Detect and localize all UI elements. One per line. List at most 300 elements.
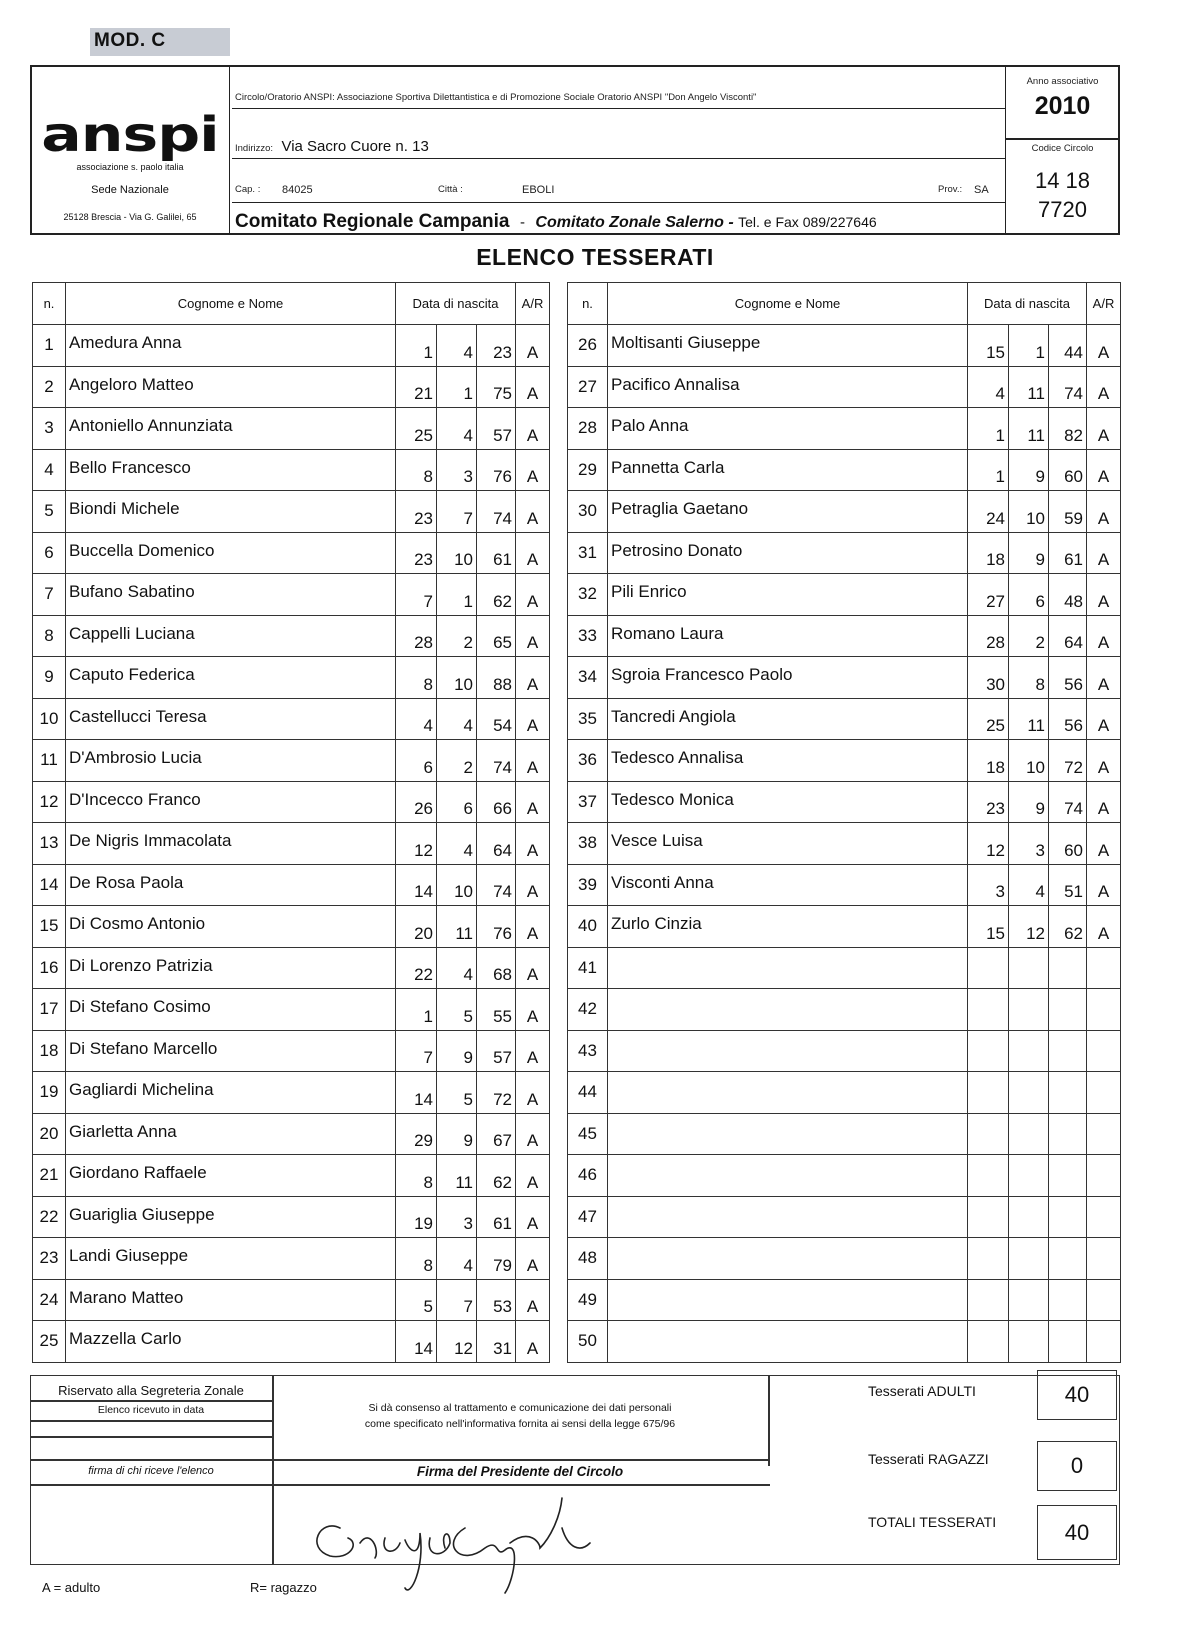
member-name: Marano Matteo [66, 1279, 396, 1321]
member-type: A [516, 1196, 550, 1238]
member-name: Palo Anna [608, 408, 968, 450]
birth-day: 14 [396, 1072, 437, 1114]
divider [30, 1484, 770, 1486]
member-type: A [1087, 574, 1121, 616]
president-signature [300, 1488, 660, 1598]
member-name [608, 1196, 968, 1238]
member-name: Di Cosmo Antonio [66, 906, 396, 948]
row-number: 9 [33, 657, 66, 699]
members-table-right [567, 282, 1121, 1363]
table-row [33, 657, 550, 699]
member-type [1087, 1279, 1121, 1321]
table-row [568, 864, 1121, 906]
anspi-logo: anspi [41, 107, 219, 163]
receiver-sign-label: firma di chi riceve l'elenco [88, 1465, 214, 1477]
table-row [568, 657, 1121, 699]
row-number: 44 [568, 1072, 608, 1114]
table-row [33, 947, 550, 989]
row-number: 43 [568, 1030, 608, 1072]
row-number: 15 [33, 906, 66, 948]
birth-year: 56 [1049, 657, 1087, 699]
birth-month: 11 [1009, 698, 1049, 740]
member-name [608, 1030, 968, 1072]
birth-year: 61 [477, 532, 516, 574]
birth-year [1049, 1072, 1087, 1114]
birth-month: 10 [1009, 740, 1049, 782]
birth-month: 4 [437, 947, 477, 989]
member-name: Pannetta Carla [608, 449, 968, 491]
member-name: Guariglia Giuseppe [66, 1196, 396, 1238]
birth-year: 61 [1049, 532, 1087, 574]
committee-line: Comitato Regionale Campania - Comitato Zonale Salerno - Tel. e Fax 089/227646 [235, 211, 877, 232]
col-name: Cognome e Nome [66, 283, 396, 325]
member-type [1087, 1196, 1121, 1238]
birth-day: 29 [396, 1113, 437, 1155]
form-model-label: MOD. C [90, 28, 230, 56]
member-name: Biondi Michele [66, 491, 396, 533]
birth-day [968, 1279, 1009, 1321]
birth-month: 10 [437, 864, 477, 906]
member-name: Bufano Sabatino [66, 574, 396, 616]
row-number: 26 [568, 325, 608, 367]
table-row [568, 1279, 1121, 1321]
birth-year: 60 [1049, 823, 1087, 865]
table-row [568, 1196, 1121, 1238]
birth-year: 74 [477, 740, 516, 782]
row-number: 47 [568, 1196, 608, 1238]
member-type [1087, 1155, 1121, 1197]
received-label: Elenco ricevuto in data [97, 1404, 205, 1416]
birth-year: 74 [477, 491, 516, 533]
col-n: n. [568, 283, 608, 325]
circolo-name: Circolo/Oratorio ANSPI: Associazione Sportiva Dilettantistica e di Promozione Sociale Oratorio ANSPI "Don Angelo Visconti" [235, 92, 757, 103]
table-row [568, 823, 1121, 865]
table-row [33, 698, 550, 740]
member-type: A [516, 864, 550, 906]
privacy-consent: Si dà consenso al trattamento e comunicazione dei dati personali come specificato nell'informativa fornita ai sensi della legge 675/96 [364, 1402, 676, 1430]
birth-year: 23 [477, 325, 516, 367]
birth-year [1049, 1279, 1087, 1321]
member-name: De Rosa Paola [66, 864, 396, 906]
birth-month: 6 [1009, 574, 1049, 616]
row-number: 13 [33, 823, 66, 865]
birth-month: 9 [1009, 781, 1049, 823]
table-row [568, 366, 1121, 408]
birth-month: 12 [437, 1321, 477, 1363]
birth-year: 74 [477, 864, 516, 906]
birth-year: 61 [477, 1196, 516, 1238]
member-type: A [1087, 532, 1121, 574]
birth-month: 1 [437, 574, 477, 616]
table-row [568, 325, 1121, 367]
col-ar: A/R [516, 283, 550, 325]
birth-month: 9 [1009, 449, 1049, 491]
row-number: 34 [568, 657, 608, 699]
birth-year: 72 [477, 1072, 516, 1114]
birth-day: 1 [396, 325, 437, 367]
table-row [33, 491, 550, 533]
row-number: 17 [33, 989, 66, 1031]
member-name: Antoniello Annunziata [66, 408, 396, 450]
member-name: Giordano Raffaele [66, 1155, 396, 1197]
birth-day: 18 [968, 532, 1009, 574]
birth-year: 55 [477, 989, 516, 1031]
birth-year [1049, 1321, 1087, 1363]
row-number: 16 [33, 947, 66, 989]
member-type: A [516, 1279, 550, 1321]
birth-month: 12 [1009, 906, 1049, 948]
logo-seat: Sede Nazionale [91, 184, 169, 196]
member-type [1087, 947, 1121, 989]
row-number: 11 [33, 740, 66, 782]
year-label: Anno associativo [1026, 76, 1099, 87]
row-number: 22 [33, 1196, 66, 1238]
birth-year: 64 [477, 823, 516, 865]
birth-month: 8 [1009, 657, 1049, 699]
row-number: 35 [568, 698, 608, 740]
birth-year: 31 [477, 1321, 516, 1363]
birth-month: 4 [1009, 864, 1049, 906]
birth-day: 26 [396, 781, 437, 823]
birth-day: 27 [968, 574, 1009, 616]
birth-day [968, 1155, 1009, 1197]
birth-month: 11 [1009, 366, 1049, 408]
total-label: TOTALI TESSERATI [868, 1514, 997, 1530]
member-name [608, 1072, 968, 1114]
col-birth: Data di nascita [396, 283, 516, 325]
birth-year: 56 [1049, 698, 1087, 740]
table-row [568, 574, 1121, 616]
table-row [33, 1113, 550, 1155]
row-number: 36 [568, 740, 608, 782]
kids-label: Tesserati RAGAZZI [868, 1451, 989, 1467]
member-type: A [1087, 906, 1121, 948]
birth-month [1009, 1155, 1049, 1197]
col-n: n. [33, 283, 66, 325]
member-name: Di Lorenzo Patrizia [66, 947, 396, 989]
birth-month: 1 [437, 366, 477, 408]
members-table-left [32, 282, 550, 1363]
birth-month [1009, 1321, 1049, 1363]
divider [30, 1400, 272, 1402]
member-name: Petraglia Gaetano [608, 491, 968, 533]
table-row [33, 1321, 550, 1363]
birth-day [968, 1321, 1009, 1363]
birth-month: 4 [437, 823, 477, 865]
birth-year: 74 [1049, 366, 1087, 408]
birth-month: 10 [437, 532, 477, 574]
total-count: 40 [1037, 1505, 1117, 1560]
birth-day: 4 [968, 366, 1009, 408]
birth-year: 54 [477, 698, 516, 740]
birth-year: 57 [477, 408, 516, 450]
birth-day [968, 1072, 1009, 1114]
president-sign-label: Firma del Presidente del Circolo [416, 1464, 624, 1479]
birth-day: 3 [968, 864, 1009, 906]
birth-day [968, 1196, 1009, 1238]
table-row [33, 864, 550, 906]
birth-day: 23 [396, 532, 437, 574]
member-type: A [516, 698, 550, 740]
member-name: Pili Enrico [608, 574, 968, 616]
birth-month: 3 [1009, 823, 1049, 865]
birth-year: 57 [477, 1030, 516, 1072]
birth-day: 7 [396, 574, 437, 616]
row-number: 40 [568, 906, 608, 948]
table-row [568, 1238, 1121, 1280]
table-row [33, 823, 550, 865]
divider [30, 1420, 272, 1422]
birth-day: 15 [968, 906, 1009, 948]
row-number: 41 [568, 947, 608, 989]
row-number: 50 [568, 1321, 608, 1363]
birth-year [1049, 947, 1087, 989]
reserved-label: Riservato alla Segreteria Zonale [58, 1383, 244, 1398]
row-number: 29 [568, 449, 608, 491]
birth-day: 8 [396, 657, 437, 699]
member-type: A [1087, 740, 1121, 782]
member-type: A [1087, 698, 1121, 740]
birth-day: 12 [968, 823, 1009, 865]
birth-day: 7 [396, 1030, 437, 1072]
member-type: A [516, 532, 550, 574]
birth-year: 75 [477, 366, 516, 408]
row-number: 42 [568, 989, 608, 1031]
birth-month: 5 [437, 989, 477, 1031]
cap-label: Cap. : [235, 184, 261, 195]
divider [232, 158, 1005, 159]
member-name: D'Ambrosio Lucia [66, 740, 396, 782]
row-number: 24 [33, 1279, 66, 1321]
birth-day: 25 [968, 698, 1009, 740]
member-type: A [1087, 325, 1121, 367]
member-type: A [516, 781, 550, 823]
address-row: Indirizzo: Via Sacro Cuore n. 13 [235, 138, 429, 155]
member-type: A [516, 408, 550, 450]
table-row [568, 740, 1121, 782]
table-row [33, 366, 550, 408]
divider [768, 1375, 770, 1466]
member-type: A [1087, 864, 1121, 906]
code-line-1: 14 18 [1034, 168, 1091, 193]
member-type: A [516, 657, 550, 699]
table-row [33, 1155, 550, 1197]
member-name: Sgroia Francesco Paolo [608, 657, 968, 699]
table-row [568, 491, 1121, 533]
birth-day: 8 [396, 1238, 437, 1280]
birth-year: 51 [1049, 864, 1087, 906]
divider [30, 1459, 770, 1461]
birth-day: 12 [396, 823, 437, 865]
member-name [608, 1155, 968, 1197]
cap-value: 84025 [282, 184, 313, 196]
member-type: A [1087, 366, 1121, 408]
birth-month [1009, 1279, 1049, 1321]
table-row [33, 532, 550, 574]
member-type: A [516, 740, 550, 782]
birth-day [968, 989, 1009, 1031]
birth-year: 66 [477, 781, 516, 823]
member-type: A [1087, 449, 1121, 491]
birth-day [968, 1030, 1009, 1072]
member-name: Romano Laura [608, 615, 968, 657]
birth-year [1049, 1238, 1087, 1280]
table-row [568, 947, 1121, 989]
birth-month: 4 [437, 408, 477, 450]
row-number: 8 [33, 615, 66, 657]
row-number: 4 [33, 449, 66, 491]
row-number: 23 [33, 1238, 66, 1280]
birth-day: 24 [968, 491, 1009, 533]
member-name: Di Stefano Cosimo [66, 989, 396, 1031]
birth-year: 53 [477, 1279, 516, 1321]
table-row [568, 532, 1121, 574]
row-number: 33 [568, 615, 608, 657]
member-name [608, 1238, 968, 1280]
col-birth: Data di nascita [968, 283, 1087, 325]
table-row [33, 1196, 550, 1238]
member-name: Mazzella Carlo [66, 1321, 396, 1363]
city-value: EBOLI [522, 184, 555, 196]
member-name: Tedesco Monica [608, 781, 968, 823]
birth-month: 11 [437, 1155, 477, 1197]
member-type [1087, 1113, 1121, 1155]
birth-year: 62 [1049, 906, 1087, 948]
member-type: A [516, 615, 550, 657]
row-number: 45 [568, 1113, 608, 1155]
row-number: 39 [568, 864, 608, 906]
member-type [1087, 1321, 1121, 1363]
member-name: Pacifico Annalisa [608, 366, 968, 408]
birth-month: 2 [437, 740, 477, 782]
row-number: 19 [33, 1072, 66, 1114]
table-row [33, 989, 550, 1031]
birth-year [1049, 1030, 1087, 1072]
birth-month: 4 [437, 698, 477, 740]
member-type: A [516, 989, 550, 1031]
member-name [608, 1279, 968, 1321]
table-row [33, 408, 550, 450]
birth-year: 65 [477, 615, 516, 657]
member-name: Tedesco Annalisa [608, 740, 968, 782]
divider [232, 108, 1005, 109]
birth-day [968, 947, 1009, 989]
table-row [568, 615, 1121, 657]
table-row [33, 906, 550, 948]
prov-label: Prov.: [938, 184, 963, 195]
member-type: A [516, 1238, 550, 1280]
col-name: Cognome e Nome [608, 283, 968, 325]
birth-month [1009, 1238, 1049, 1280]
birth-day [968, 1113, 1009, 1155]
birth-day: 14 [396, 1321, 437, 1363]
birth-year: 48 [1049, 574, 1087, 616]
birth-day: 19 [396, 1196, 437, 1238]
birth-day: 4 [396, 698, 437, 740]
table-row [568, 1030, 1121, 1072]
birth-day [968, 1238, 1009, 1280]
birth-day: 25 [396, 408, 437, 450]
member-type: A [516, 1072, 550, 1114]
member-name: Giarletta Anna [66, 1113, 396, 1155]
row-number: 25 [33, 1321, 66, 1363]
birth-month: 1 [1009, 325, 1049, 367]
birth-year: 64 [1049, 615, 1087, 657]
logo-address: 25128 Brescia - Via G. Galilei, 65 [63, 212, 197, 222]
table-row [33, 1279, 550, 1321]
member-name: Bello Francesco [66, 449, 396, 491]
table-header [33, 283, 550, 325]
table-row [568, 449, 1121, 491]
table-row [568, 1321, 1121, 1363]
birth-day: 8 [396, 1155, 437, 1197]
birth-year: 62 [477, 574, 516, 616]
birth-year: 88 [477, 657, 516, 699]
row-number: 37 [568, 781, 608, 823]
birth-month [1009, 1030, 1049, 1072]
member-type: A [516, 491, 550, 533]
row-number: 18 [33, 1030, 66, 1072]
row-number: 21 [33, 1155, 66, 1197]
table-row [33, 574, 550, 616]
birth-year [1049, 1155, 1087, 1197]
table-row [568, 698, 1121, 740]
member-type: A [1087, 408, 1121, 450]
member-type: A [1087, 823, 1121, 865]
birth-month [1009, 947, 1049, 989]
birth-day: 18 [968, 740, 1009, 782]
table-row [568, 1113, 1121, 1155]
row-number: 14 [33, 864, 66, 906]
member-type: A [1087, 657, 1121, 699]
birth-year: 82 [1049, 408, 1087, 450]
row-number: 1 [33, 325, 66, 367]
birth-day: 23 [968, 781, 1009, 823]
birth-day: 5 [396, 1279, 437, 1321]
birth-day: 28 [396, 615, 437, 657]
member-type: A [516, 1113, 550, 1155]
legend-kid: R= ragazzo [250, 1580, 317, 1595]
birth-day: 1 [968, 408, 1009, 450]
prov-value: SA [974, 184, 989, 196]
table-row [33, 325, 550, 367]
member-type: A [516, 1030, 550, 1072]
row-number: 38 [568, 823, 608, 865]
birth-month: 3 [437, 449, 477, 491]
birth-year: 44 [1049, 325, 1087, 367]
table-row [568, 1072, 1121, 1114]
logo-subtitle: associazione s. paolo italia [76, 162, 184, 172]
member-name: Buccella Domenico [66, 532, 396, 574]
row-number: 7 [33, 574, 66, 616]
code-label: Codice Circolo [1031, 143, 1094, 154]
birth-day: 1 [396, 989, 437, 1031]
birth-year: 59 [1049, 491, 1087, 533]
birth-month: 4 [437, 325, 477, 367]
row-number: 49 [568, 1279, 608, 1321]
birth-day: 20 [396, 906, 437, 948]
member-name: D'Incecco Franco [66, 781, 396, 823]
member-type: A [516, 574, 550, 616]
table-row [33, 1072, 550, 1114]
table-row [568, 906, 1121, 948]
member-type: A [516, 366, 550, 408]
birth-day: 15 [968, 325, 1009, 367]
birth-year: 72 [1049, 740, 1087, 782]
member-name: Caputo Federica [66, 657, 396, 699]
table-row [33, 740, 550, 782]
row-number: 2 [33, 366, 66, 408]
